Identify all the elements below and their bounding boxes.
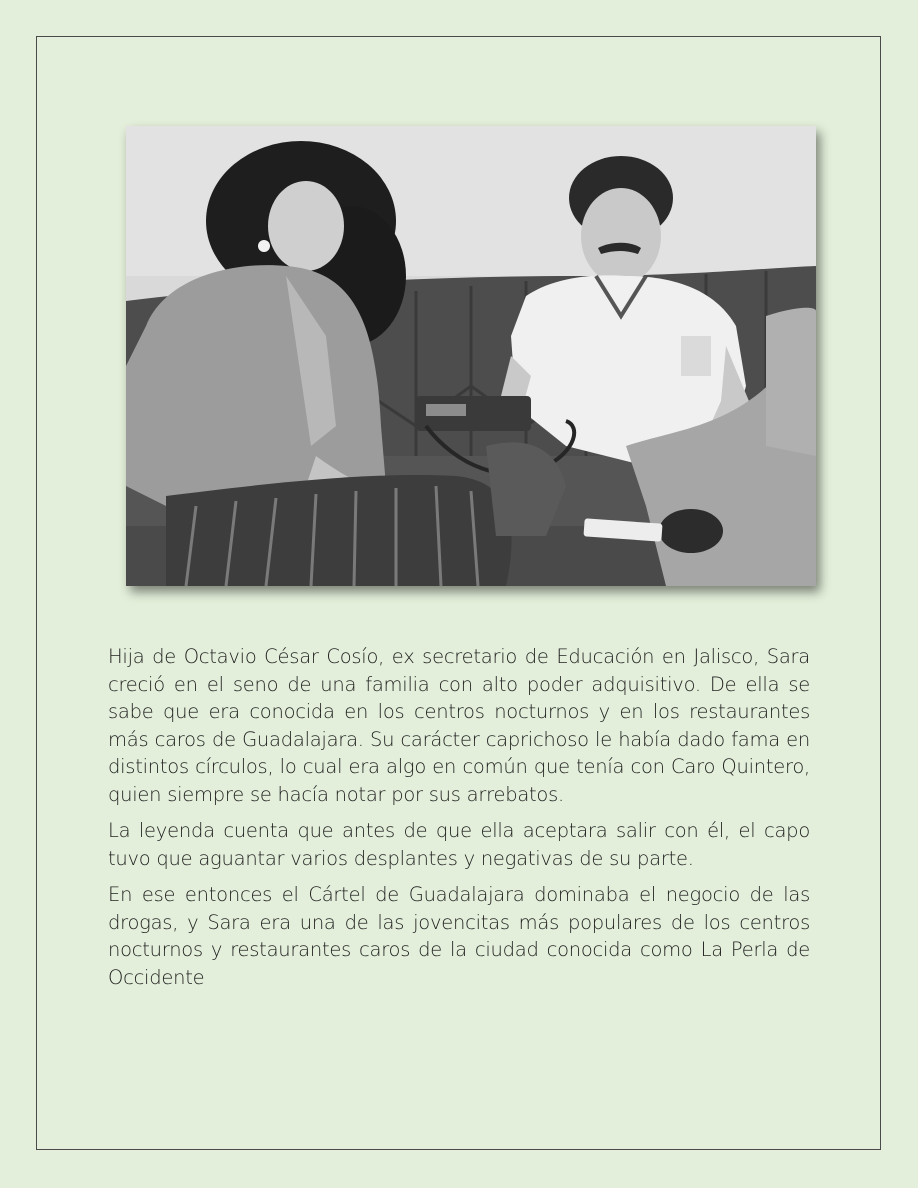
paragraph: Hija de Octavio César Cosío, ex secretario de Educación en Jalisco, Sara creció en el seno de una familia con alto poder adquisitivo. De ella se sabe que era conocida en los centros nocturnos y en los restaurantes más caros de Guadalajara. Su carácter caprichoso le había dado fama en distintos círculos, lo cual era algo en común que tenía con Caro Quintero, quien siempre se hacía notar por sus arrebatos.: [108, 645, 810, 806]
paragraph: En ese entonces el Cártel de Guadalajara dominaba el negocio de las drogas, y Sara era una de las jovencitas más populares de los centros nocturnos y restaurantes caros de la ciudad conocida como La Perla de Occidente: [108, 883, 810, 989]
black-and-white-photo: [126, 126, 816, 586]
paragraph: La leyenda cuenta que antes de que ella aceptara salir con él, el capo tuvo que aguantar varios desplantes y negativas de su parte.: [108, 819, 810, 870]
article-text: [108, 643, 810, 1000]
